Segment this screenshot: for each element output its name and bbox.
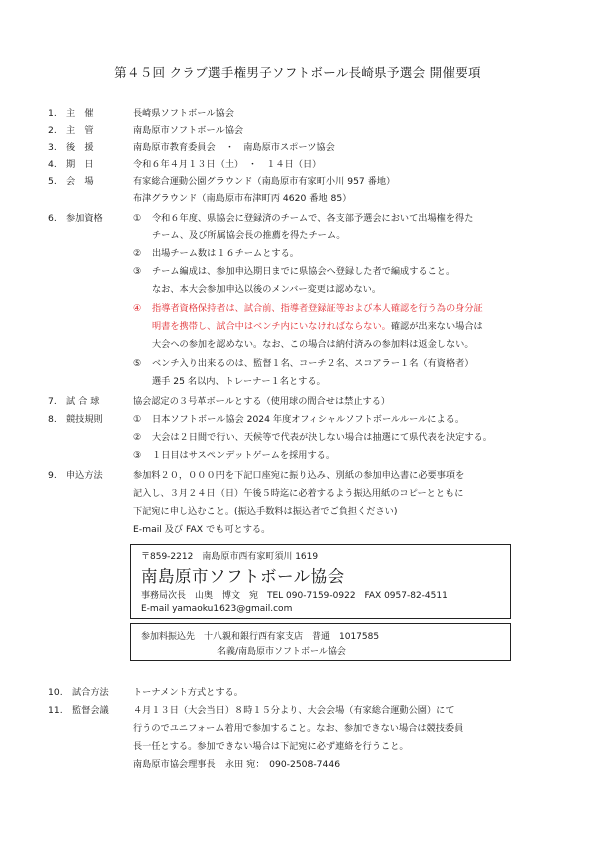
item-text: 日本ソフトボール協会 2024 年度オフィシャルソフトボールルールによる。 bbox=[152, 414, 465, 425]
item-number: 9. bbox=[48, 470, 57, 481]
circled-number: ③ bbox=[133, 266, 142, 277]
item-number: 7. bbox=[48, 396, 57, 407]
item-number: 2. bbox=[48, 125, 57, 136]
item-value: 協会認定の３号革ボールとする（使用球の間合せは禁止する） bbox=[133, 396, 391, 407]
item-text: ４月１３日（大会当日）８時１５分より、大会会場（有家総合運動公園）にて bbox=[133, 705, 455, 716]
item-text: 参加料２０，０００円を下記口座宛に振り込み、別紙の参加申込書に必要事項を bbox=[133, 470, 465, 481]
item-text-warning: 指導者資格保持者は、試合前、指導者登録証等および本人確認を行う為の身分証 bbox=[152, 303, 483, 314]
item-value: 長崎県ソフトボール協会 bbox=[133, 108, 234, 119]
item-text: チーム編成は、参加申込期日までに県協会へ登録した者で編成すること。 bbox=[152, 266, 456, 277]
item-number: 4. bbox=[48, 159, 57, 170]
item-value: 南島原市ソフトボール協会 bbox=[133, 125, 244, 136]
item-text: 選手 25 名以内、トレーナー１名とする。 bbox=[152, 376, 326, 387]
contact-person: 事務局次長 山奥 博文 宛 TEL 090-7159-0922 FAX 0957-82-4511 bbox=[141, 591, 448, 601]
item-label: 競技規則 bbox=[66, 414, 103, 425]
item-number: 8. bbox=[48, 414, 57, 425]
bank-holder: 名義/南島原市ソフトボール協会 bbox=[217, 647, 346, 657]
item-label: 期 日 bbox=[66, 159, 94, 170]
item-label: 参加資格 bbox=[66, 213, 103, 224]
bank-box bbox=[130, 623, 511, 661]
circled-number: ① bbox=[133, 213, 142, 224]
circled-number: ② bbox=[133, 248, 142, 259]
item-text: 大会は２日間で行い、天候等で代表が決しない場合は抽選にて県代表を決定する。 bbox=[152, 432, 492, 443]
item-text: 出場チーム数は１６チームとする。 bbox=[152, 248, 299, 259]
item-text: チーム、及び所属協会長の推薦を得たチーム。 bbox=[152, 230, 346, 241]
item-text-warning: 明書を携帯し、試合中はベンチ内にいなければならない。 bbox=[152, 321, 391, 332]
item-text: 長一任とする。参加できない場合は下記宛に必ず連絡を行うこと。 bbox=[133, 741, 409, 752]
item-label: 後 援 bbox=[66, 142, 94, 153]
item-number: 3. bbox=[48, 142, 57, 153]
circled-number: ④ bbox=[133, 303, 142, 314]
item-value: 令和６年４月１３日（土） ・ １４日（日） bbox=[133, 159, 322, 170]
item-number: 1. bbox=[48, 108, 57, 119]
item-label: 主 催 bbox=[66, 108, 94, 119]
item-number: 10. bbox=[48, 687, 63, 698]
contact-box bbox=[130, 544, 511, 619]
item-value: 有家総合運動公園グラウンド（南島原市有家町小川 957 番地） bbox=[133, 176, 396, 187]
circled-number: ⑤ bbox=[133, 358, 142, 369]
item-label: 申込方法 bbox=[66, 470, 103, 481]
item-text: 南島原市協会理事長 永田 宛： 090-2508-7446 bbox=[133, 759, 341, 770]
item-value: 南島原市教育委員会 ・ 南島原市スポーツ協会 bbox=[133, 142, 335, 153]
circled-number: ② bbox=[133, 432, 142, 443]
bank-account: 参加料振込先 十八親和銀行西有家支店 普通 1017585 bbox=[141, 632, 380, 642]
item-label: 会 場 bbox=[66, 176, 94, 187]
item-number: 5. bbox=[48, 176, 57, 187]
item-text: 確認が出来ない場合は bbox=[390, 321, 483, 332]
circled-number: ① bbox=[133, 414, 142, 425]
item-label: 試 合 球 bbox=[66, 396, 100, 407]
item-text: 大会への参加を認めない。なお、この場合は納付済みの参加料は返金しない。 bbox=[152, 339, 474, 350]
circled-number: ③ bbox=[133, 450, 142, 461]
item-number: 11. bbox=[48, 705, 63, 716]
item-text: なお、本大会参加申込以後のメンバー変更は認めない。 bbox=[152, 284, 382, 295]
contact-email: E-mail yamaoku1623@gmail.com bbox=[141, 604, 293, 614]
item-label: 主 管 bbox=[66, 125, 94, 136]
item-text: 下記宛に申し込むこと。(振込手数料は振込者でご負担ください) bbox=[133, 506, 398, 517]
item-value: 布津グラウンド（南島原市布津町丙 4620 番地 85） bbox=[133, 193, 352, 204]
item-text: ベンチ入り出来るのは、監督１名、コーチ２名、スコアラー１名（有資格者） bbox=[152, 358, 474, 369]
item-text: １日目はサスペンデットゲームを採用する。 bbox=[152, 450, 336, 461]
contact-organization: 南島原市ソフトボール協会 bbox=[141, 567, 345, 586]
item-label: 試合方法 bbox=[72, 687, 109, 698]
item-number: 6. bbox=[48, 213, 57, 224]
item-text-mixed bbox=[152, 319, 483, 335]
item-text: 令和６年度、県協会に登録済のチームで、各支部予選会において出場権を得た bbox=[152, 213, 474, 224]
item-text: 記入し、３月２４日（日）午後５時迄に必着するよう振込用紙のコピーとともに bbox=[133, 488, 464, 499]
contact-postal: 〒859-2212 南島原市西有家町須川 1619 bbox=[141, 552, 319, 562]
item-value: トーナメント方式とする。 bbox=[133, 687, 243, 698]
document-title: 第４５回 クラブ選手権男子ソフトボール長崎県予選会 開催要項 bbox=[114, 65, 481, 80]
item-text: 行うのでユニフォーム着用で参加すること。なお、参加できない場合は競技委員 bbox=[133, 723, 464, 734]
item-text: E-mail 及び FAX でも可とする。 bbox=[133, 524, 271, 535]
item-label: 監督会議 bbox=[72, 705, 109, 716]
